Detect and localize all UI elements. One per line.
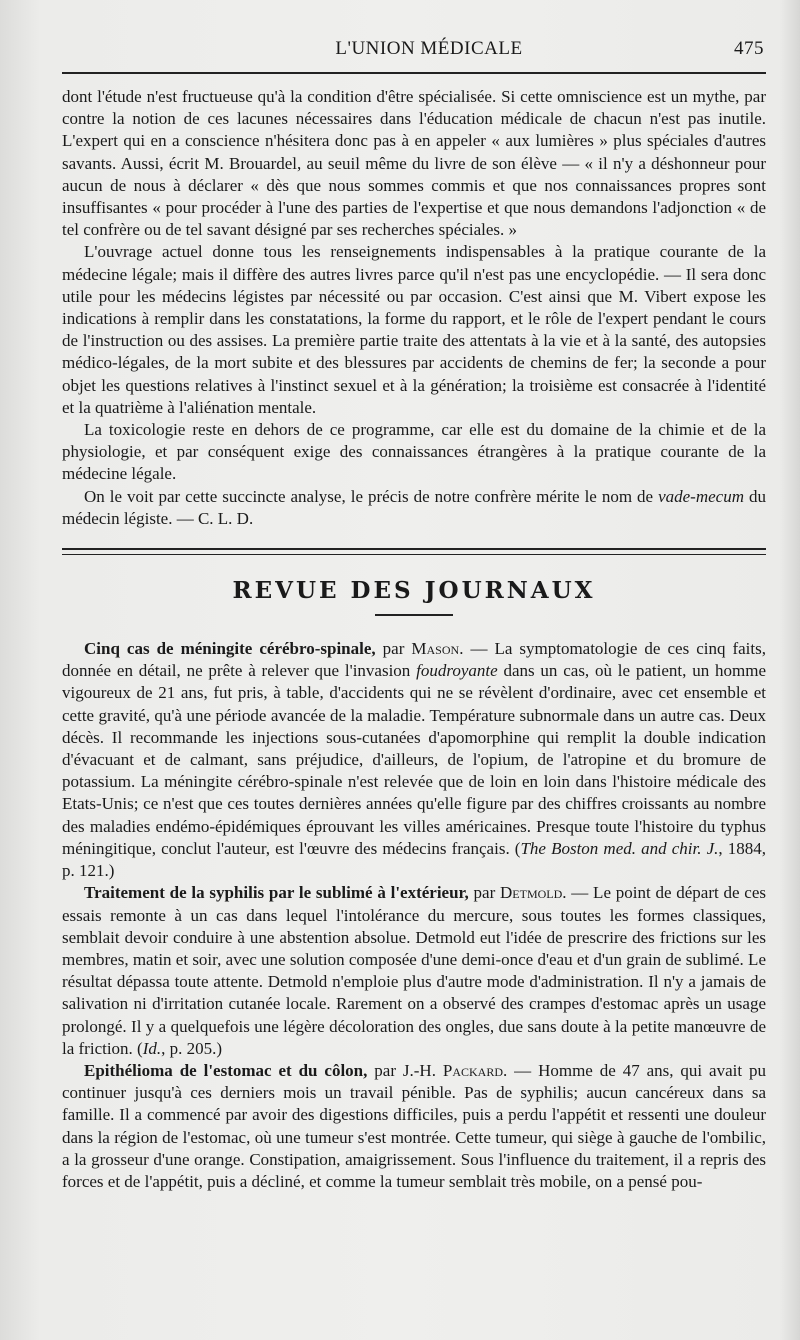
header-rule: [62, 72, 766, 74]
paragraph: dont l'étude n'est fructueuse qu'à la condition d'être spécialisée. Si cette omniscience est un mythe, par contre la notion de ces lacunes nécessaires dans l'éducation médicale de chacun n'est pas inutile. L'expert qui en a conscience n'hésitera donc pas à en appeler « aux lumières » plus spéciales d'autres savants. Aussi, écrit M. Brouardel, au seuil même du livre de son élève — « il n'y a déshonneur pour aucun de nous à déclarer « dès que nous sommes commis et que nos connaissances propres sont insuffisantes « pour procéder à l'une des parties de l'expertise et que nous demandons l'adjonction « de tel confrère ou de tel savant désigné par ses recherches spéciales. »: [62, 87, 766, 240]
article-by: par J.-H.: [367, 1060, 443, 1080]
closing-paragraph: [62, 486, 766, 530]
review-continuation: [62, 86, 766, 530]
article-by: par: [375, 639, 412, 659]
article-heading: Epithélioma de l'estomac et du côlon,: [84, 1060, 368, 1080]
article-emphasis: foudroyante: [416, 661, 498, 681]
article-citation: The Boston med. and chir. J.: [520, 838, 719, 858]
running-head: [62, 38, 766, 72]
article-meningite: [62, 638, 766, 882]
page-number: 475: [734, 38, 764, 59]
section-divider: [62, 548, 766, 555]
article-text: . — La symptomatologie de ces cinq faits, donnée en détail, ne prête à relever que l'invasion: [62, 639, 766, 681]
article-by: par: [468, 883, 501, 903]
paragraph: L'ouvrage actuel donne tous les renseignements indispensables à la pratique courante de la médecine légale; mais il diffère des autres livres parce qu'il n'est pas une encyclopédie. — Il sera donc utile pour les médecins légistes par nécessité ou par occasion. C'est ainsi que M. Vibert expose les indications à remplir dans les constatations, la forme du rapport, et le rôle de l'expert pendant le cours de l'instruction ou des assises. La première partie traite des attentats à la vie et à la santé, des autopsies médico-légales, de la mort subite et des blessures par accidents de chemins de fer; la seconde a pour objet les questions relatives à l'instinct sexuel et à la génération; la troisième est consacrée à l'identité et la quatrième à l'aliénation mentale.: [62, 242, 766, 417]
title-underline: [375, 614, 453, 616]
journal-title: L'UNION MÉDICALE: [335, 38, 523, 59]
article-author: Detmold: [500, 883, 563, 903]
article-text: . — Le point de départ de ces essais remonte à un cas dans lequel l'intolérance du mercure, sous toutes les formes classiques, semblait devoir conduire à une abstention absolue. Detmold eut l'idée de prescrire des frictions sur les membres, matin et soir, avec une solution composée d'une demi-once d'eau et d'un grain de sublimé. Le résultat dépassa toute attente. Detmold n'emploie plus d'autre mode d'administration. Il n'y a jamais de salivation ni d'irritation cutanée locale. Rarement on a observé des crampes d'estomac après un usage prolongé. Il y a quelquefois une légère décoloration des ongles, due sans doute à la petite manœuvre de la friction. (: [62, 883, 766, 1058]
article-text: dans un cas, où le patient, un homme vigoureux de 21 ans, fut pris, à table, d'accidents qui ne se révèlent d'ordinaire, avec cet ensemble et cette gravité, qu'à une période avancée de la maladie. Température subnormale dans un autre cas. Deux décès. Il recommande les injections sous-cutanées d'apomorphine qui remplit la double indication d'évacuant et de calmant, sans préjudice, d'ailleurs, de l'opium, de l'atropine et du bromure de potassium. La méningite cérébro-spinale n'est relevée que de loin en loin dans l'histoire médicale des Etats-Unis; ce n'est que ces toutes dernières années qu'elle figure par des chiffres croissants au nombre des maladies endémo-épidémiques éprouvant les villes américaines. Presque toute l'histoire du typhus méningitique, conclut l'auteur, est l'œuvre des médecins français. (: [62, 661, 766, 858]
closing-signature: du médecin légiste. — C. L. D.: [62, 486, 766, 528]
article-syphilis: [62, 882, 766, 1060]
article-citation: Id.: [142, 1038, 162, 1058]
article-citation-page: , p. 205.): [161, 1038, 223, 1058]
article-heading: Traitement de la syphilis par le sublimé à l'extérieur,: [84, 883, 469, 903]
article-author: Mason: [411, 639, 460, 659]
paragraph: La toxicologie reste en dehors de ce programme, car elle est du domaine de la chimie et de la physiologie, et par conséquent exige des connaissances étrangères à la pratique courante de la médecine légale.: [62, 420, 766, 484]
closing-text: On le voit par cette succincte analyse, le précis de notre confrère mérite le nom de: [84, 486, 659, 506]
article-author: Packard: [442, 1060, 504, 1080]
article-citation-page: , 1884, p. 121.): [62, 838, 767, 881]
article-epithelioma: [62, 1060, 766, 1193]
section-title: REVUE DES JOURNAUX: [232, 577, 596, 605]
article-text: . — Homme de 47 ans, qui avait pu continuer jusqu'à ces derniers mois un travail pénible. Pas de syphilis; aucun cancéreux dans sa famille. Il a commencé par avoir des digestions difficiles, puis a perdu l'appétit et ressenti une douleur dans la région de l'estomac, où une tumeur s'est montrée. Cette tumeur, qui siège à gauche de l'ombilic, a la grosseur d'une orange. Constipation, amaigrissement. Sous l'influence du traitement, il a repris des forces et de l'appétit, puis a décliné, et comme la tumeur semblait très mobile, on a pensé pou-: [62, 1060, 766, 1191]
journal-review-list: [62, 638, 766, 1193]
closing-emphasis: vade-mecum: [658, 486, 744, 506]
article-heading: Cinq cas de méningite cérébro-spinale,: [84, 639, 376, 659]
